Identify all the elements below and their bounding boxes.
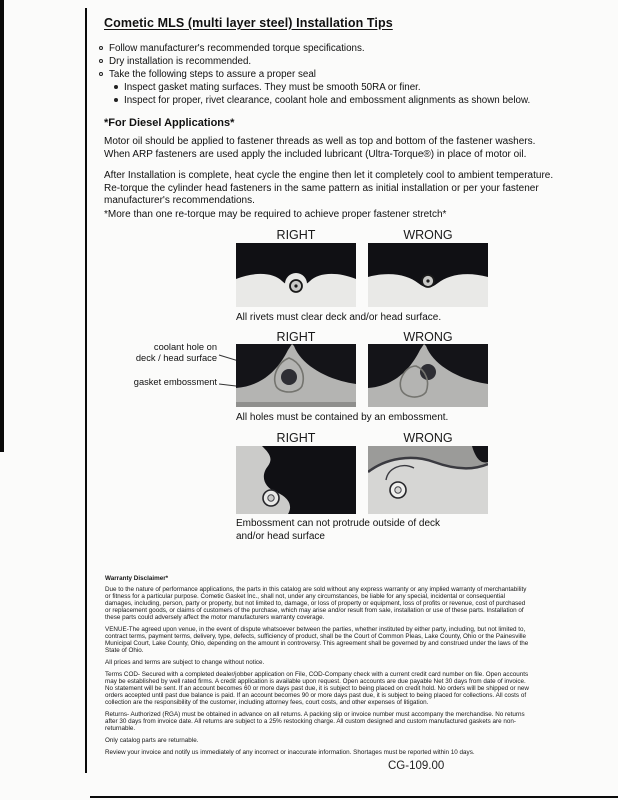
retorque-note: *More than one re-torque may be required to achieve proper fastener stretch* bbox=[104, 209, 447, 220]
embossment-right-image bbox=[236, 446, 356, 514]
rivet-clearance-right-drawing bbox=[236, 243, 356, 307]
coolant-hole-wrong-image bbox=[368, 344, 488, 407]
annotation-text: gasket embossment bbox=[133, 377, 217, 387]
list-item bbox=[99, 68, 569, 81]
bullet-text: Inspect gasket mating surfaces. They must be smooth 50RA or finer. bbox=[124, 82, 421, 93]
annotation-text: coolant hole on bbox=[153, 342, 217, 352]
rivet-clearance-right-image bbox=[236, 243, 356, 307]
circle-bullet-icon bbox=[99, 46, 103, 50]
disclaimer-paragraph: Only catalog parts are returnable. bbox=[105, 737, 199, 744]
row3-wrong-label: WRONG bbox=[403, 431, 453, 445]
list-item bbox=[99, 42, 569, 55]
caption-line: Embossment can not protrude outside of deck bbox=[236, 518, 441, 529]
bullet-text: Inspect for proper, rivet clearance, coolant hole and embossment alignments as shown below. bbox=[124, 95, 531, 106]
page-left-border-line bbox=[85, 8, 87, 773]
diesel-applications-heading: *For Diesel Applications* bbox=[104, 117, 235, 129]
embossment-right-drawing bbox=[236, 446, 356, 514]
row3-right-label: RIGHT bbox=[276, 431, 316, 445]
dot-bullet-icon bbox=[114, 85, 118, 89]
bullet-text: Dry installation is recommended. bbox=[109, 56, 252, 67]
tips-bullet-list bbox=[99, 42, 569, 107]
disclaimer-paragraph: Returns- Authorized (RGA) must be obtained in advance on all returns. A packing slip or invoice number must accompany the merchandise. No returns after 30 days from invoice date. All returns are subject to a 25% restocking charge. All custom designed and custom manufactured gaskets are non-returnable. bbox=[105, 711, 525, 732]
row1-right-label: RIGHT bbox=[276, 228, 316, 242]
row2-right-label: RIGHT bbox=[276, 330, 316, 344]
row3-caption bbox=[236, 518, 476, 543]
caption-line: and/or head surface bbox=[236, 530, 325, 542]
list-item bbox=[99, 55, 569, 68]
disclaimer-paragraph: Terms COD- Secured with a completed dealer/jobber application on File, COD-Company check with a current credit card number on file. Open accounts may be established by well rated firms. A credit application is available upon request. Open accounts are due payable Net 30 days from date of invoice. No statement will be sent. If an account becomes 60 or more days past due, it is subject to being placed on credit hold. No orders will be shipped or new orders accepted until past due balance is paid. If an account becomes 90 or more days past due, it is subject to being placed for collections. All costs of collection are the responsibility of the customer, including attorney fees, court costs, and other expenses of litigation. bbox=[105, 671, 529, 706]
annotation-text: deck / head surface bbox=[135, 353, 217, 363]
page-bottom-border-line bbox=[90, 796, 618, 798]
list-item bbox=[114, 94, 569, 107]
row1-wrong-label: WRONG bbox=[403, 228, 453, 242]
disclaimer-paragraph: All prices and terms are subject to change without notice. bbox=[105, 659, 265, 666]
disclaimer-paragraph: Review your invoice and notify us immediately of any incorrect or inaccurate information. Shortages must be reported within 10 days. bbox=[105, 749, 475, 756]
disclaimer-paragraph: Due to the nature of performance applications, the parts in this catalog are sold without any express warranty or any implied warranty of merchantability or fitness for a particular purpose. Cometic Gasket Inc., shall not, under any circumstances, be liable for any special, incidental or consequential damages, including, person, party or property, but not limited to, damage, or loss of property or equipment, loss of profits or revenue, cost of purchased or replacement goods, or claims of customers of the purchase, which may arise and/or result from sale, installation or use of these parts. Installation of these parts could adversely affect the motor manufacturers warranty coverage. bbox=[105, 586, 527, 621]
embossment-wrong-image bbox=[368, 446, 488, 514]
diesel-paragraph-2: After Installation is complete, heat cycle the engine then let it completely cool to ambient temperature. Re-torque the cylinder head fasteners in the same pattern as initial installation or per your fastener manufacturer's recommendations. bbox=[104, 170, 554, 206]
row2-wrong-label: WRONG bbox=[403, 330, 453, 344]
bullet-text: Take the following steps to assure a proper seal bbox=[109, 69, 316, 80]
coolant-hole-right-image bbox=[236, 344, 356, 407]
circle-bullet-icon bbox=[99, 72, 103, 76]
list-item bbox=[114, 81, 569, 94]
scan-edge-artifact bbox=[0, 0, 4, 452]
catalog-page-code: CG-109.00 bbox=[388, 760, 445, 772]
warranty-disclaimer bbox=[105, 575, 531, 761]
embossment-wrong-drawing bbox=[368, 446, 488, 514]
coolant-hole-wrong-drawing bbox=[368, 344, 488, 407]
rivet-clearance-wrong-image bbox=[368, 243, 488, 307]
row1-caption: All rivets must clear deck and/or head surface. bbox=[236, 312, 442, 323]
diesel-paragraph-1: Motor oil should be applied to fastener threads as well as top and bottom of the fastener washers. When ARP fasteners are used apply the included lubricant (Ultra-Torque®) in place of motor oil. bbox=[104, 136, 536, 160]
dot-bullet-icon bbox=[114, 98, 118, 102]
coolant-hole-right-drawing bbox=[236, 344, 356, 407]
page-title: Cometic MLS (multi layer steel) Installation Tips bbox=[104, 16, 393, 30]
disclaimer-heading: Warranty Disclaimer* bbox=[105, 575, 169, 582]
disclaimer-paragraph: VENUE-The agreed upon venue, in the event of dispute whatsoever between the parties, whether instituted by either party, including, but not limited to, contract terms, payment terms, delivery, type, defects, sufficiency of product, shall be the Court of Common Pleas, Lake County, Ohio or the Painesville Municipal Court, Lake County, Ohio, depending on the amount in controversy. This agreement shall be governed by and construed under the laws of the State of Ohio. bbox=[105, 626, 529, 654]
row2-caption: All holes must be contained by an embossment. bbox=[236, 412, 449, 423]
circle-bullet-icon bbox=[99, 59, 103, 63]
rivet-clearance-wrong-drawing bbox=[368, 243, 488, 307]
bullet-text: Follow manufacturer's recommended torque specifications. bbox=[109, 43, 365, 54]
